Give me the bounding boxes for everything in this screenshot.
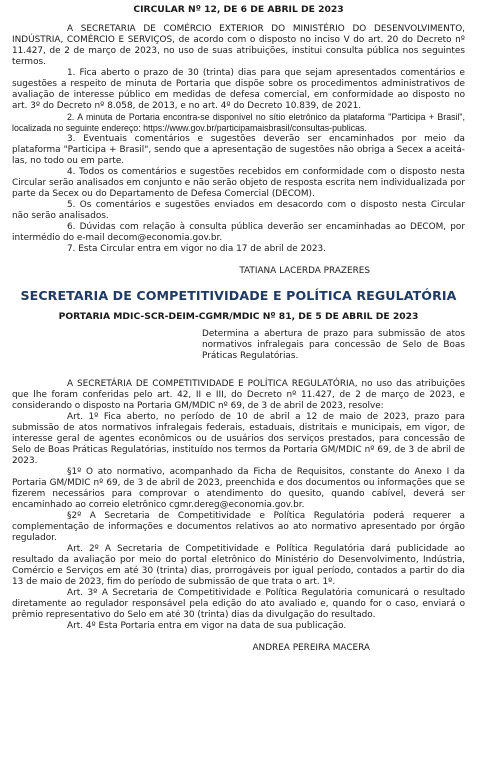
circular-title: CIRCULAR Nº 12, DE 6 DE ABRIL DE 2023: [133, 4, 344, 15]
circular-item-3: 3. Eventuais comentários e sugestões deverão ser encaminhados por meio da plataforma "Participa + Brasil", sendo que a apresentação de sugestões não obriga a Secex a aceitá-las, no todo ou em parte.: [12, 134, 465, 166]
portaria-preamble: A SECRETÁRIA DE COMPETITIVIDADE E POLÍTICA REGULATÓRIA, no uso das atribuições que lhe foram conferidas pelo art. 42, II e III, do Decreto nº 11.427, de 2 de março de 2023, e considerando o disposto na Portaria GM/MDIC nº 69, de 3 de abril de 2023, resolve:: [12, 379, 465, 411]
circular-item-2: 2. A minuta de Portaria encontra-se disponível no sítio eletrônico da plataforma "Participa + Brasil", localizada no seguinte endereço: https://www.gov.br/participamaisbrasil/consultas-publicas.: [12, 112, 465, 133]
portaria-ementa: Determina a abertura de prazo para submissão de atos normativos infralegais para concessão de Selo de Boas Práticas Regulatórias.: [202, 329, 465, 361]
portaria-title: PORTARIA MDIC-SCR-DEIM-CGMR/MDIC Nº 81, DE 5 DE ABRIL DE 2023: [58, 311, 419, 322]
circular-item-1: 1. Fica aberto o prazo de 30 (trinta) dias para que sejam apresentados comentários e sugestões a respeito de minuta de Portaria que dispõe sobre os procedimentos administrativos de avaliação de interesse público em medidas de defesa comercial, em conformidade ao disposto no art. 3º do Decreto nº 8.058, de 2013, e no art. 4º do Decreto 10.839, de 2021.: [12, 68, 465, 111]
portaria-art-1: Art. 1º Fica aberto, no período de 10 de abril a 12 de maio de 2023, prazo para submissão de atos normativos infralegais federais, estaduais, distritais e municipais, em vigor, de interesse geral de agentes econômicos ou de usuários dos serviços prestados, para concessão de Selo de Boas Práticas Regulatórias, instituído nos termos da Portaria GM/MDIC nº 69, de 3 de abril de 2023.: [12, 412, 465, 466]
portaria-art-4: Art. 4º Esta Portaria entra em vigor na data de sua publicação.: [67, 621, 347, 631]
portaria-signature: ANDREA PEREIRA MACERA: [252, 643, 370, 653]
circular-signature: TATIANA LACERDA PRAZERES: [239, 266, 370, 276]
circular-preamble: A SECRETARIA DE COMÉRCIO EXTERIOR DO MINISTÉRIO DO DESENVOLVIMENTO, INDÚSTRIA, COMÉRCIO E SERVIÇOS, de acordo com o disposto no inciso V do art. 20 do Decreto nº 11.427, de 2 de março de 2023, no uso de suas atribuições, institui consulta pública nos seguintes termos.: [12, 24, 465, 67]
portaria-art-1-par-1: §1º O ato normativo, acompanhado da Ficha de Requisitos, constante do Anexo I da Portaria GM/MDIC nº 69, de 3 de abril de 2023, preenchida e dos documentos ou informações que se fizerem necessários para comprovar o atendimento do quesito, quando cabível, deverá ser encaminhado ao correio eletrônico cgmr.dereg@economia.gov.br.: [12, 467, 465, 510]
section-title: SECRETARIA DE COMPETITIVIDADE E POLÍTICA REGULATÓRIA: [20, 288, 457, 303]
portaria-art-3: Art. 3º A Secretaria de Competitividade e Política Regulatória comunicará o resultado diretamente ao regulador responsável pela edição do ato avaliado e, quando for o caso, enviará o prêmio representativo do Selo em até 30 (trinta) dias da divulgação do resultado.: [12, 588, 465, 620]
circular-item-7: 7. Esta Circular entra em vigor no dia 17 de abril de 2023.: [67, 244, 326, 254]
circular-item-6: 6. Dúvidas com relação à consulta pública deverão ser encaminhadas ao DECOM, por intermédio do e-mail decom@economia.gov.br.: [12, 222, 465, 243]
circular-item-4: 4. Todos os comentários e sugestões recebidos em conformidade com o disposto nesta Circular serão analisados em conjunto e não serão objeto de resposta escrita nem individualizada por parte da Secex ou do Departamento de Defesa Comercial (DECOM).: [12, 167, 465, 199]
portaria-ementa-block: [202, 329, 465, 362]
portaria-art-1-par-2: §2º A Secretaria de Competitividade e Política Regulatória poderá requerer a complementação de informações e documentos relativos ao ato normativo apresentado por órgão regulador.: [12, 511, 465, 543]
circular-item-5: 5. Os comentários e sugestões enviados em desacordo com o disposto nesta Circular não serão analisados.: [12, 200, 465, 221]
portaria-art-2: Art. 2º A Secretaria de Competitividade e Política Regulatória dará publicidade ao resultado da avaliação por meio do portal eletrônico do Ministério do Desenvolvimento, Indústria, Comércio e Serviços em até 30 (trinta) dias, prorrogáveis por igual período, contados a partir do dia 13 de maio de 2023, fim do período de submissão de que trata o art. 1º.: [12, 544, 465, 587]
